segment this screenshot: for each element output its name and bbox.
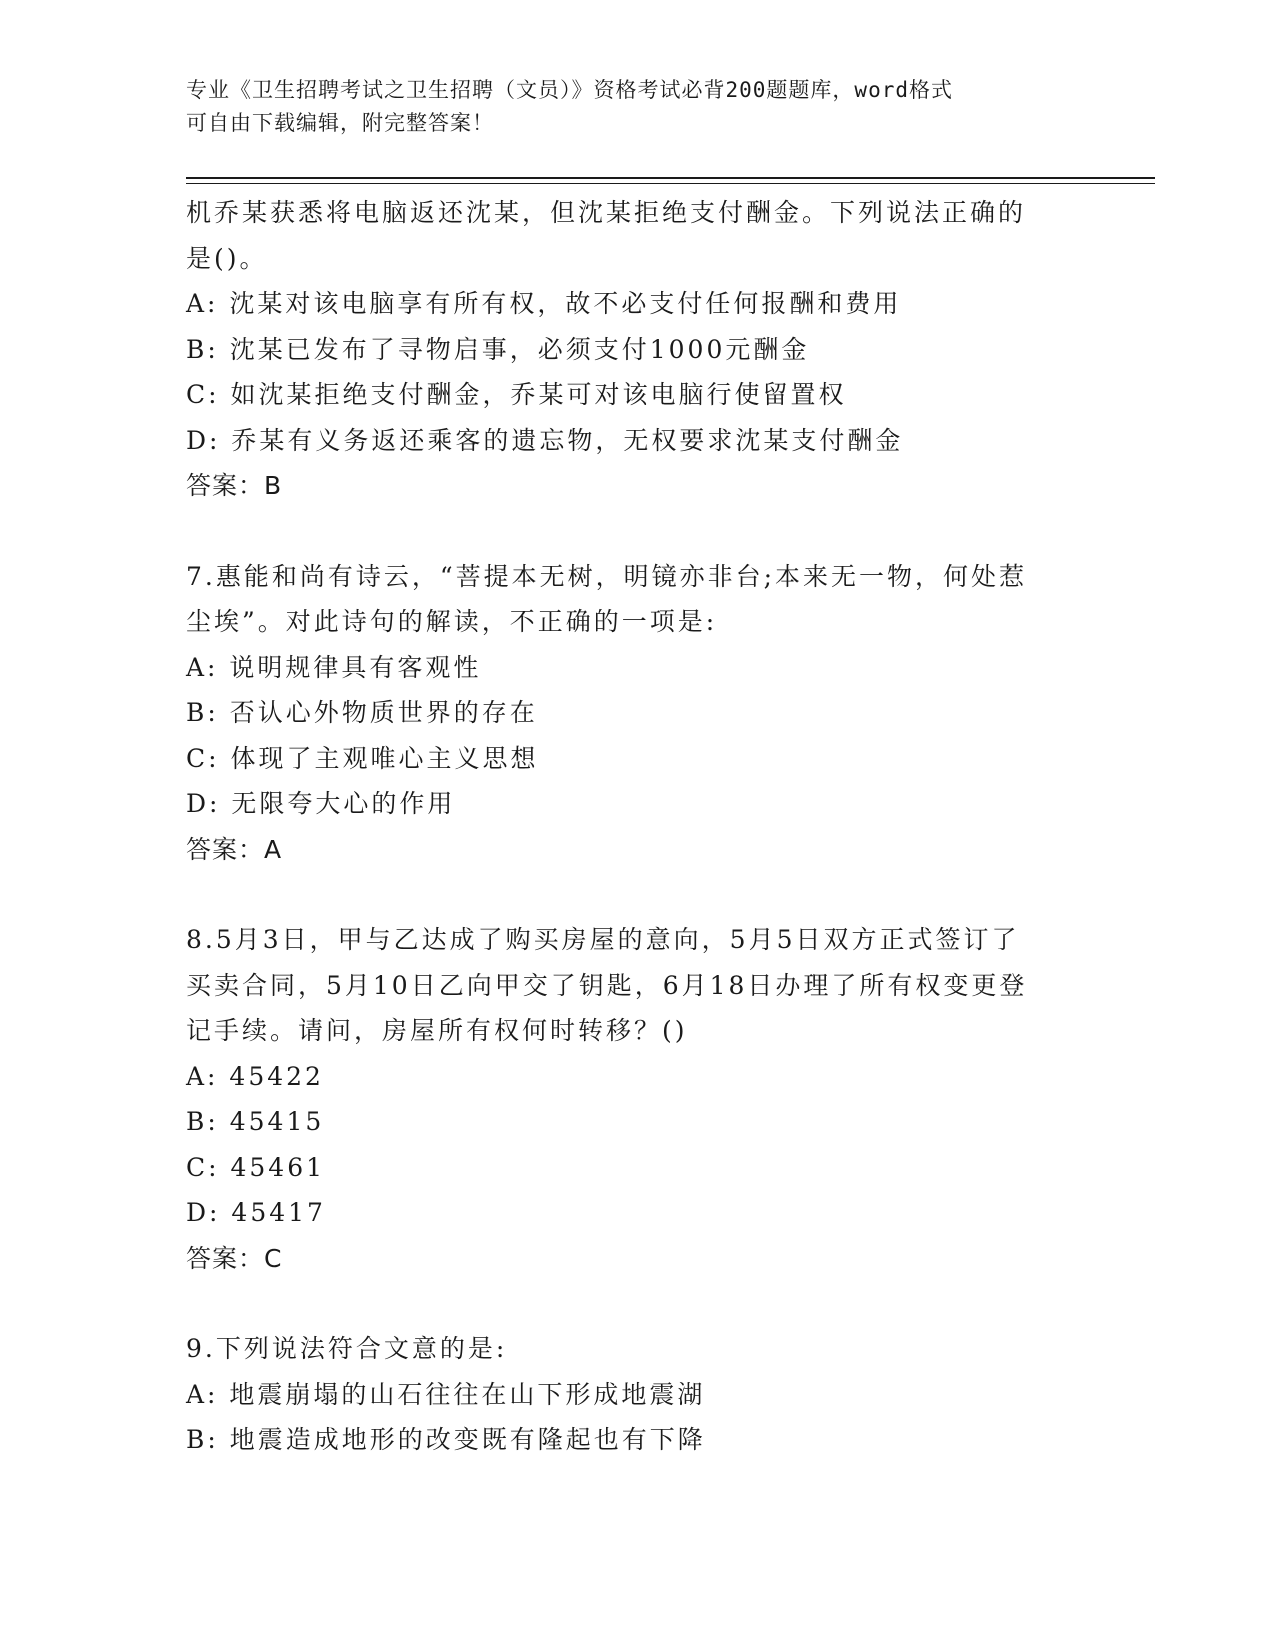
option-a: A: 45422 — [186, 1061, 324, 1091]
document-header — [186, 74, 1066, 140]
header-title-line-1: 专业《卫生招聘考试之卫生招聘（文员）》资格考试必背200题题库，word格式 — [186, 78, 953, 102]
question-list — [186, 190, 1076, 1463]
header-title-line-2: 可自由下载编辑，附完整答案！ — [186, 111, 494, 135]
answer-label: 答案：A — [186, 834, 283, 864]
question-stem-line: 机乔某获悉将电脑返还沈某，但沈某拒绝支付酬金。下列说法正确的 — [186, 198, 1027, 227]
option-a: A: 地震崩塌的山石往往在山下形成地震湖 — [186, 1379, 706, 1409]
option-c: C: 45461 — [186, 1152, 326, 1182]
question-stem-line: 7.惠能和尚有诗云，“菩提本无树，明镜亦非台;本来无一物，何处惹 — [186, 561, 1028, 591]
question-stem-line: 买卖合同，5月10日乙向甲交了钥匙，6月18日办理了所有权变更登 — [186, 970, 1028, 1000]
option-a: A: 沈某对该电脑享有所有权，故不必支付任何报酬和费用 — [186, 289, 902, 318]
header-divider-thick — [186, 177, 1155, 179]
header-divider-thin — [186, 183, 1155, 184]
question-stem-line: 尘埃”。对此诗句的解读，不正确的一项是: — [186, 607, 718, 636]
question-6 — [186, 190, 1076, 509]
spacer — [186, 872, 1076, 917]
option-b: B: 否认心外物质世界的存在 — [186, 698, 538, 727]
answer-label: 答案：B — [186, 471, 283, 500]
question-stem-line: 是()。 — [186, 243, 268, 273]
question-stem-line: 记手续。请问，房屋所有权何时转移？() — [186, 1016, 688, 1045]
option-b: B: 45415 — [186, 1107, 325, 1136]
option-d: D: 45417 — [186, 1198, 326, 1227]
question-9 — [186, 1326, 1076, 1463]
option-d: D: 乔某有义务返还乘客的遗忘物，无权要求沈某支付酬金 — [186, 425, 904, 455]
question-8 — [186, 917, 1076, 1281]
question-stem-line: 9.下列说法符合文意的是: — [186, 1334, 508, 1363]
option-b: B: 沈某已发布了寻物启事，必须支付1000元酬金 — [186, 334, 810, 364]
spacer — [186, 509, 1076, 554]
answer-label: 答案：C — [186, 1243, 283, 1273]
spacer — [186, 1281, 1076, 1326]
option-a: A: 说明规律具有客观性 — [186, 652, 482, 682]
option-c: C: 体现了主观唯心主义思想 — [186, 743, 539, 773]
option-d: D: 无限夸大心的作用 — [186, 789, 456, 818]
option-b: B: 地震造成地形的改变既有隆起也有下降 — [186, 1425, 706, 1454]
question-stem-line: 8.5月3日，甲与乙达成了购买房屋的意向，5月5日双方正式签订了 — [186, 925, 1020, 954]
option-c: C: 如沈某拒绝支付酬金，乔某可对该电脑行使留置权 — [186, 380, 847, 409]
question-7 — [186, 554, 1076, 873]
